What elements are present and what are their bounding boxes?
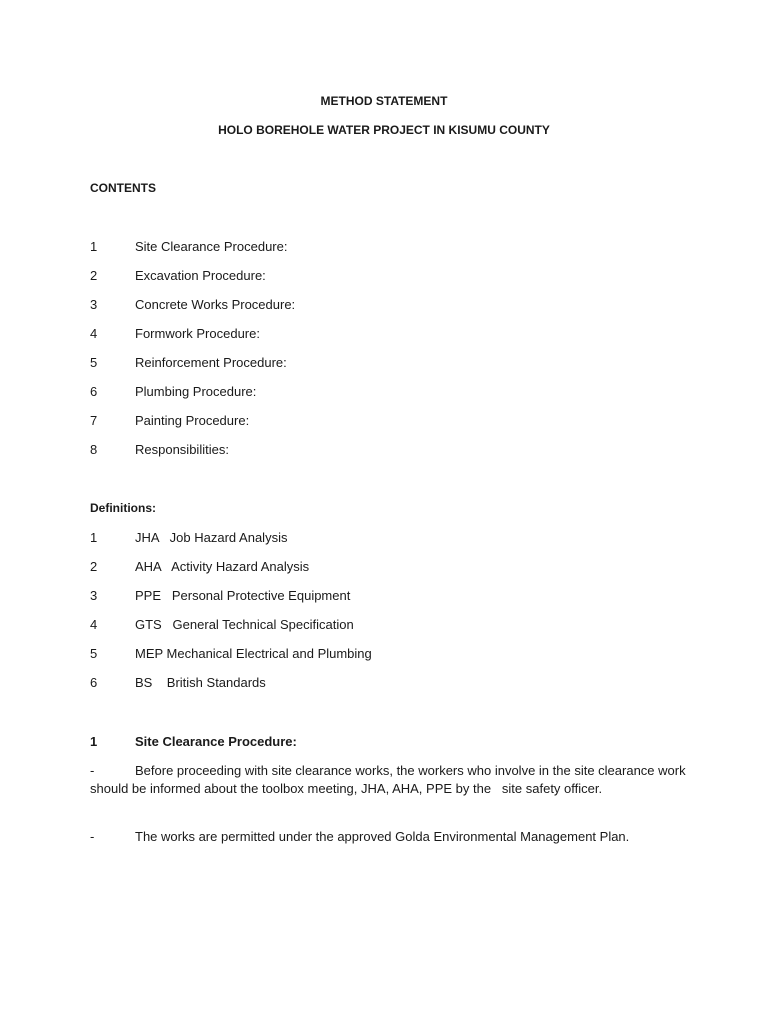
contents-item	[90, 238, 287, 256]
definition-item-number: 3	[90, 588, 98, 603]
bullet-dash: -	[90, 763, 95, 778]
definition-item-label: JHA Job Hazard Analysis	[135, 530, 288, 545]
section-1-paragraph	[90, 828, 690, 846]
section-1-heading	[90, 733, 297, 751]
contents-item	[90, 412, 249, 430]
contents-item-number: 8	[90, 442, 98, 457]
contents-item-label: Site Clearance Procedure:	[135, 239, 288, 254]
contents-item-label: Reinforcement Procedure:	[135, 355, 287, 370]
contents-item-label: Concrete Works Procedure:	[135, 297, 296, 312]
definition-item-label: GTS General Technical Specification	[135, 617, 354, 632]
contents-item-label: Formwork Procedure:	[135, 326, 260, 341]
contents-item	[90, 325, 260, 343]
contents-item-number: 3	[90, 297, 98, 312]
section-1-number: 1	[90, 734, 98, 749]
paragraph-text: The works are permitted under the approved Golda Environmental Management Plan.	[135, 829, 630, 844]
definition-item-number: 4	[90, 617, 98, 632]
definition-item-number: 6	[90, 675, 98, 690]
contents-item	[90, 383, 256, 401]
contents-item	[90, 354, 287, 372]
contents-item-number: 7	[90, 413, 98, 428]
contents-heading: CONTENTS	[90, 181, 156, 195]
contents-item-label: Responsibilities:	[135, 442, 229, 457]
definition-item	[90, 529, 287, 547]
section-1-title: Site Clearance Procedure:	[135, 734, 297, 749]
definition-item	[90, 558, 309, 576]
definition-item-label: BS British Standards	[135, 675, 266, 690]
contents-item-number: 5	[90, 355, 98, 370]
definitions-heading: Definitions:	[90, 501, 156, 515]
contents-item-label: Plumbing Procedure:	[135, 384, 257, 399]
paragraph-text: Before proceeding with site clearance works, the workers who involve in the site clearance work should be informed about the toolbox meeting, JHA, AHA, PPE by the site safety officer.	[90, 763, 690, 796]
contents-item-number: 4	[90, 326, 98, 341]
definition-item	[90, 616, 354, 634]
contents-item-number: 2	[90, 268, 98, 283]
definition-item	[90, 645, 372, 663]
contents-item	[90, 267, 266, 285]
definition-item	[90, 674, 266, 692]
contents-item	[90, 441, 229, 459]
section-1-paragraph	[90, 762, 690, 798]
contents-item-number: 1	[90, 239, 98, 254]
definition-item-label: MEP Mechanical Electrical and Plumbing	[135, 646, 372, 661]
definition-item	[90, 587, 350, 605]
definition-item-number: 5	[90, 646, 98, 661]
contents-item-number: 6	[90, 384, 98, 399]
definition-item-label: AHA Activity Hazard Analysis	[135, 559, 310, 574]
definition-item-number: 2	[90, 559, 98, 574]
document-subtitle: HOLO BOREHOLE WATER PROJECT IN KISUMU COUNTY	[218, 123, 550, 137]
bullet-dash: -	[90, 829, 95, 844]
contents-item	[90, 296, 295, 314]
document-title: METHOD STATEMENT	[320, 94, 448, 108]
contents-item-label: Painting Procedure:	[135, 413, 250, 428]
definition-item-number: 1	[90, 530, 98, 545]
contents-item-label: Excavation Procedure:	[135, 268, 266, 283]
definition-item-label: PPE Personal Protective Equipment	[135, 588, 351, 603]
